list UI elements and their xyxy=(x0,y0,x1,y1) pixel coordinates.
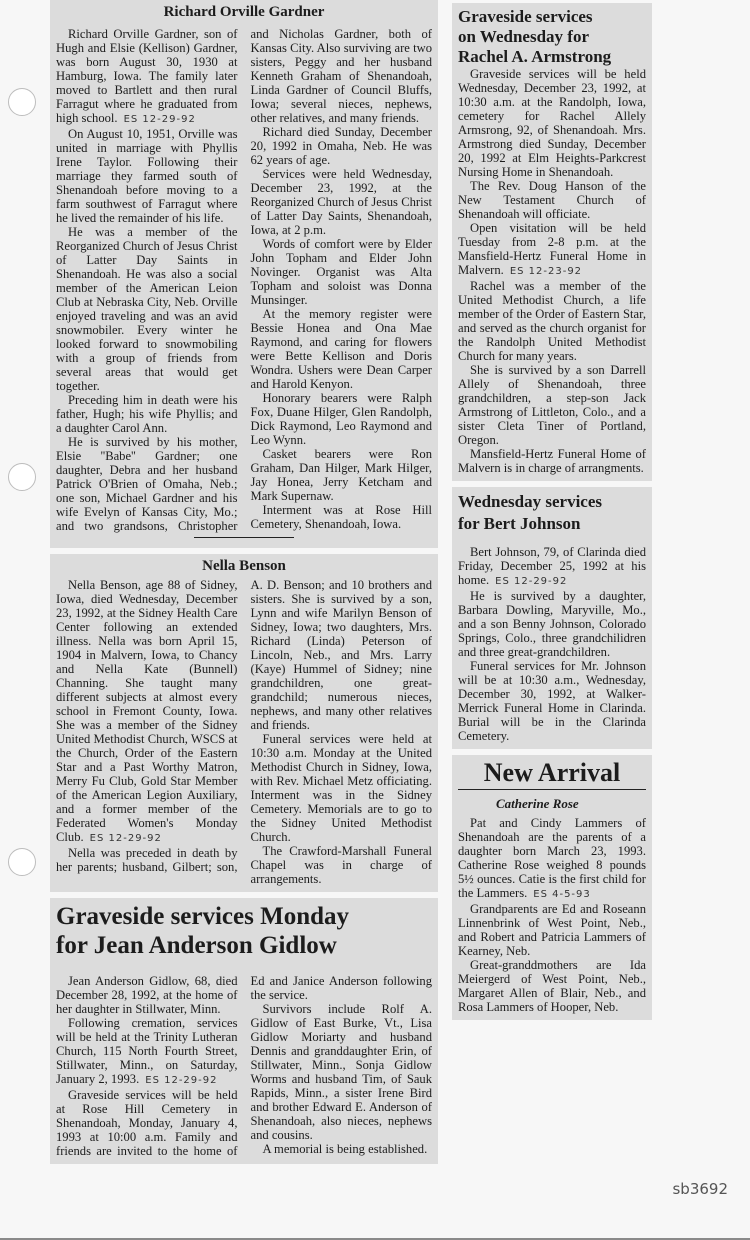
paragraph xyxy=(251,307,433,391)
clipping-johnson xyxy=(452,487,652,749)
paragraph-text: Following cremation, services will be held at the Trinity Lutheran Church, 115 North Fourth Street, Stillwater, Minn., on Saturday, January 2, 1993. xyxy=(56,1016,238,1086)
paragraph-text: Jean Anderson Gidlow, 68, died December 28, 1992, at the home of her daughter in Stillwater, Minn. xyxy=(56,974,238,1016)
paragraph xyxy=(251,503,433,531)
headline xyxy=(458,491,646,535)
paragraph-text: Richard died Sunday, December 20, 1992 in Omaha, Neb. He was 62 years of age. xyxy=(250,125,432,167)
paragraph-text: Great-granddmothers are Ida Meiergerd of West Point, Neb., Margaret Allen of Blair, Neb., and Rosa Lammers of Hooper, Neb. xyxy=(458,958,646,1014)
paragraph-text: Words of comfort were by Elder John Topham and Elder John Novinger. Organist was Alta Topham and soloist was Donna Munsinger. xyxy=(250,237,432,307)
paragraph xyxy=(458,958,646,1014)
binder-hole xyxy=(8,88,36,116)
paragraph xyxy=(56,393,238,435)
headline: New Arrival xyxy=(483,758,621,787)
paragraph-text: Nella Benson, age 88 of Sidney, Iowa, died Wednesday, December 23, 1992, at the Sidney Health Care Center following an extended illness. Nella was born April 15, 1904 in Malvern, Iowa, to Chancy and Nella Kate (Bunnell) Channing. She taught many different subjects at almost every school in Fremont County, Iowa. She was a member of the Sidney United Methodist Church, WSCS at the Church, Order of the Eastern Star and a Past Worthy Matron, Merry Fu Club, Gold Star Member of the American Legion Auxiliary, and a former member of the Federated Women's Monday Club. xyxy=(56,578,238,844)
paragraph xyxy=(251,1002,433,1142)
paragraph-text: Bert Johnson, 79, of Clarinda died Friday, December 25, 1992 at his home. xyxy=(458,545,646,587)
paragraph-text: Nella was preceded in death by her parents; husband, Gilbert; son, A. D. Benson; and 10 brothers and sisters. She is survived by a son, Lynn and wife Marilyn Benson of Sidney, Iowa; two daughters, Mrs. Richard (Linda) Peterson of Lincoln, Neb., and Mrs. Larry (Kaye) Hummel of Sidney; nine grandchildren, one great-grandchild; numerous nieces, nephews, and many other relatives and friends. xyxy=(56,578,432,874)
paragraph-text: The Crawford-Marshall Funeral Chapel was in charge of arrangements. xyxy=(250,844,432,886)
paragraph xyxy=(458,816,646,902)
paragraph xyxy=(251,237,433,307)
paragraph xyxy=(458,179,646,221)
article-body xyxy=(56,974,432,1158)
paragraph-text: At the memory register were Bessie Honea and Ona Mae Raymond, and caring for flowers were Bette Kellison and Doris Wondra. Ushers were Dean Carper and Harold Kenyon. xyxy=(250,307,432,391)
paragraph xyxy=(458,589,646,659)
handwritten-date-note: ES 12-29-92 xyxy=(495,576,568,587)
paragraph-text: Funeral services for Mr. Johnson will be at 10:30 a.m., Wednesday, December 30, 1992, at Walker-Merrick Funeral Home in Clarinda. Burial will be in the Clarinda Cemetery. xyxy=(458,659,646,743)
right-clipping-column xyxy=(452,0,652,1026)
paragraph-text: Mansfield-Hertz Funeral Home of Malvern is in charge of arrangments. xyxy=(458,447,646,475)
paragraph xyxy=(251,732,433,844)
paragraph xyxy=(251,1142,433,1156)
paragraph-text: Preceding him in death were his father, Hugh; his wife Phyllis; and a daughter Carol Ann. xyxy=(56,393,238,435)
article-body xyxy=(458,67,646,475)
paragraph-text: He is survived by his mother, Elsie ''Babe'' Gardner; one daughter, Debra and her husband Patrick O'Brien of Omaha, Neb.; one son, Michael Gardner and his wife Evelyn of Kansas City, Mo.; and two grandsons, Christopher and Nicholas Gardner, both of Kansas City. Also surviving are two sisters, Peggy and her husband Kenneth Graham of Shenandoah, Linda Gardner of Council Bluffs, Iowa; several nieces, nephews, other relatives, and many friends. xyxy=(56,27,432,533)
headline-line: for Bert Johnson xyxy=(458,514,581,533)
headline-line: Graveside services Monday xyxy=(56,903,350,930)
paragraph-text: Open visitation will be held Tuesday from 2-8 p.m. at the Mansfield-Hertz Funeral Home in Malvern. xyxy=(458,221,646,277)
paragraph xyxy=(251,167,433,237)
paragraph xyxy=(458,447,646,475)
paragraph xyxy=(56,225,238,393)
headline-line: Rachel A. Armstrong xyxy=(458,47,612,66)
clipping-gardner xyxy=(50,0,438,548)
paragraph-text: Interment was at Rose Hill Cemetery, Shenandoah, Iowa. xyxy=(250,503,432,531)
paragraph-text: Grandparents are Ed and Roseann Linnenbrink of West Point, Neb., and Robert and Patricia Lammers of Kearney, Neb. xyxy=(458,902,646,958)
headline: Richard Orville Gardner xyxy=(163,4,325,20)
divider xyxy=(194,537,294,538)
article-body xyxy=(458,545,646,743)
paragraph xyxy=(458,659,646,743)
paragraph xyxy=(56,27,238,127)
paragraph-text: Graveside services will be held at Rose Hill Cemetery in Shenandoah, Monday, January 4, 1993 at 10:00 a.m. Family and friends are invited to the home of Ed and Janice Anderson following the service. xyxy=(56,974,432,1158)
catalog-number: sb3692 xyxy=(672,1180,728,1198)
paragraph-text: Pat and Cindy Lammers of Shenandoah are the parents of a daughter born March 23, 1993. Catherine Rose weighed 8 pounds 5½ ounces. Catie is the first child for the Lammers. xyxy=(458,816,646,900)
headline-line: Wednesday services xyxy=(458,492,603,511)
headline-line: Graveside services xyxy=(458,7,593,26)
paragraph xyxy=(458,363,646,447)
paragraph xyxy=(251,125,433,167)
binder-hole xyxy=(8,848,36,876)
binder-hole xyxy=(8,463,36,491)
paragraph xyxy=(251,391,433,447)
divider xyxy=(458,789,646,790)
paragraph xyxy=(56,974,238,1016)
handwritten-date-note: ES 12-29-92 xyxy=(123,114,196,125)
paragraph xyxy=(458,545,646,589)
headline xyxy=(56,902,432,960)
paragraph-text: Richard Orville Gardner, son of Hugh and Elsie (Kellison) Gardner, was born August 30, 1930 at Hamburg, Iowa. The family later moved to Bartlett and then rural Farragut where he graduated from high school. xyxy=(56,27,238,125)
paragraph-text: On August 10, 1951, Orville was united in marriage with Phyllis Irene Taylor. Following their marriage they farmed south of Shenandoah before moving to a farm southwest of Farragut where he lived the remainder of his life. xyxy=(56,127,238,225)
handwritten-date-note: ES 12-23-92 xyxy=(509,266,583,277)
left-clipping-column xyxy=(50,0,438,1170)
paragraph xyxy=(458,221,646,279)
subheadline: Catherine Rose xyxy=(496,796,579,811)
article-body xyxy=(56,578,432,886)
clipping-gidlow xyxy=(50,898,438,1164)
paragraph xyxy=(56,578,238,846)
paragraph-text: Honorary bearers were Ralph Fox, Duane Hilger, Glen Randolph, Dick Raymond, Leo Raymond and Leo Wynn. xyxy=(250,391,432,447)
article-body xyxy=(56,27,432,533)
paragraph-text: Casket bearers were Ron Graham, Dan Hilger, Mark Hilger, Jay Honea, Jerry Ketcham and Mark Supernaw. xyxy=(250,447,432,503)
headline-line: on Wednesday for xyxy=(458,27,589,46)
paragraph-text: Rachel was a member of the United Methodist Church, a life member of the Order of Eastern Star, and served as the church organist for the Randolph United Methodist Church for many years. xyxy=(458,279,646,363)
paragraph xyxy=(458,67,646,179)
clipping-new-arrival xyxy=(452,755,652,1020)
headline-line: for Jean Anderson Gidlow xyxy=(56,932,337,959)
handwritten-date-note: ES 12-29-92 xyxy=(145,1075,218,1086)
paragraph xyxy=(56,1016,238,1088)
paragraph xyxy=(458,279,646,363)
paragraph xyxy=(251,447,433,503)
article-body xyxy=(458,816,646,1014)
paragraph-text: Graveside services will be held Wednesday, December 23, 1992, at 10:30 a.m. at the Randolph, Iowa, cemetery for Rachel Allely Armsrong, 92, of Shenandoah. Mrs. Armstrong died Sunday, December 20, 1992 at Elm Heights-Parkcrest Nursing Home in Shenandoah. xyxy=(458,67,646,179)
paragraph xyxy=(56,127,238,225)
paragraph-text: He was a member of the Reorganized Church of Jesus Christ of Latter Day Saints in Shenandoah. He was also a social member of the American Leion Club at Nebraska City, Neb. Orville enjoyed traveling and was an avid snowmobiler. Every winter he looked forward to snowmobiling with a group of friends from several areas that would get together. xyxy=(56,225,238,393)
handwritten-date-note: ES 4-5-93 xyxy=(533,889,591,900)
paragraph-text: Services were held Wednesday, December 23, 1992, at the Reorganized Church of Jesus Christ of Latter Day Saints, Shenandoah, Iowa, at 2 p.m. xyxy=(250,167,432,237)
paragraph-text: A memorial is being established. xyxy=(262,1142,428,1156)
clipping-benson xyxy=(50,554,438,892)
paragraph-text: He is survived by a daughter, Barbara Dowling, Maryville, Mo., and a son Benny Johnson, Colorado Springs, Colo., three grandchilidren and three great-grandchildren. xyxy=(458,589,646,659)
paragraph-text: Funeral services were held at 10:30 a.m. Monday at the United Methodist Church in Sidney, Iowa, with Rev. Michael Metz officiating. Interment was in the Sidney Cemetery. Memorials are to go to the Sidney United Methodist Church. xyxy=(250,732,432,844)
headline: Nella Benson xyxy=(202,558,286,574)
paragraph-text: Survivors include Rolf A. Gidlow of East Burke, Vt., Lisa Gidlow Moriarty and husband Dennis and granddaughter Erin, of Stillwater, Minn., Sonja Gidlow Worms and husband Tim, of Sauk Rapids, Minn., a sister Irene Bird and brother Edward E. Anderson of Shenandoah, also nieces, nephews and cousins. xyxy=(250,1002,432,1142)
headline xyxy=(458,7,646,67)
paragraph xyxy=(251,844,433,886)
paragraph xyxy=(458,902,646,958)
handwritten-date-note: ES 12-29-92 xyxy=(89,833,162,844)
paragraph-text: The Rev. Doug Hanson of the New Testament Church of Shenandoah will officiate. xyxy=(458,179,646,221)
paragraph-text: She is survived by a son Darrell Allely of Shenandoah, three grandchildren, a step-son Jack Armstrong of Littleton, Colo., and a sister Cleta Tiner of Portland, Oregon. xyxy=(458,363,646,447)
clipping-armstrong xyxy=(452,3,652,481)
